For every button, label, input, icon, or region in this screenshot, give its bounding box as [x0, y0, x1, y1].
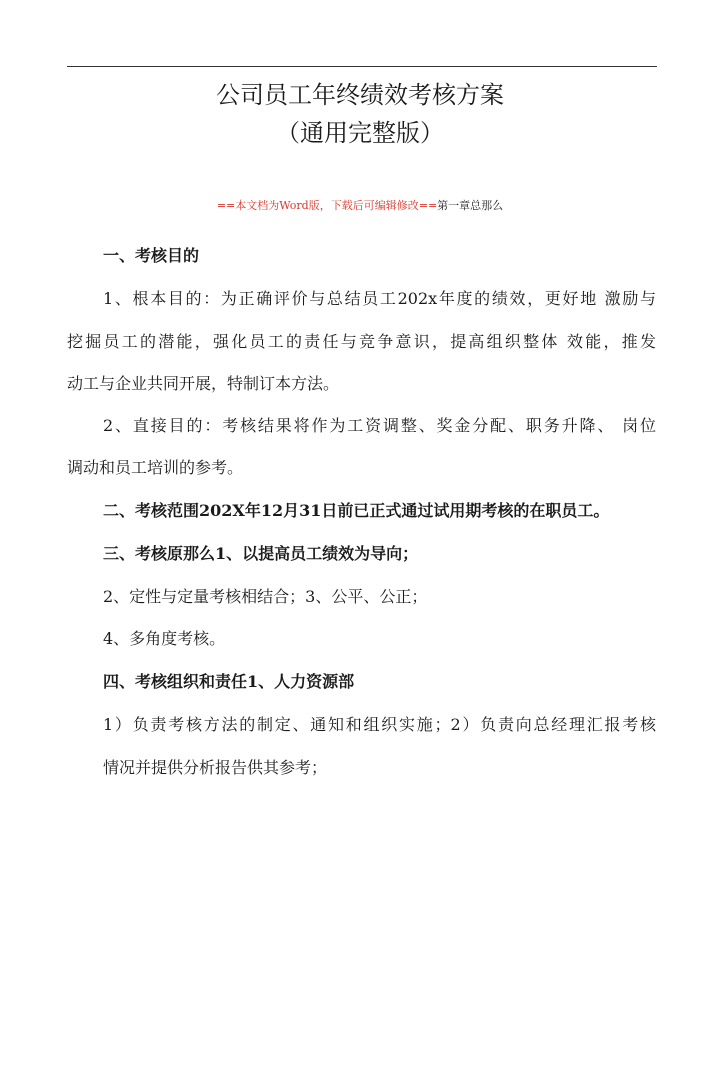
paragraph-line: 动工与企业共同开展，特制订本方法。: [67, 374, 340, 393]
header-rule: [67, 66, 657, 67]
document-title: 公司员工年终绩效考核方案: [216, 81, 504, 109]
document-subtitle: （通用完整版）: [276, 119, 444, 147]
heading-scope: 二、考核范围202X年12月31日前已正式通过试用期考核的在职员工。: [103, 501, 610, 520]
paragraph-line: 1、根本目的：为正确评价与总结员工202x年度的绩效，更好地 激励与: [103, 289, 656, 308]
paragraph-line: 2、定性与定量考核相结合；3、公平、公正；: [103, 587, 428, 606]
paragraph-line: 情况并提供分析报告供其参考；: [103, 758, 328, 777]
paragraph-line: 4、多角度考核。: [103, 629, 226, 648]
paragraph-line: 1）负责考核方法的制定、通知和组织实施；2）负责向总经理汇报考核: [103, 715, 656, 734]
notice-red-text: ==本文档为Word版，下载后可编辑修改==: [216, 199, 438, 212]
heading-purpose: 一、考核目的: [103, 246, 200, 265]
paragraph-line: 挖掘员工的潜能，强化员工的责任与竞争意识，提高组织整体 效能，推发: [67, 332, 656, 351]
paragraph-line: 2、直接目的：考核结果将作为工资调整、奖金分配、职务升降、 岗位: [103, 416, 656, 435]
download-notice: [0, 198, 720, 214]
notice-chapter-text: 第一章总那么: [437, 199, 504, 212]
heading-organization: 四、考核组织和责任1、人力资源部: [103, 672, 355, 691]
paragraph-line: 调动和员工培训的参考。: [67, 458, 244, 477]
heading-principles: 三、考核原那么1、以提高员工绩效为导向；: [103, 544, 419, 563]
